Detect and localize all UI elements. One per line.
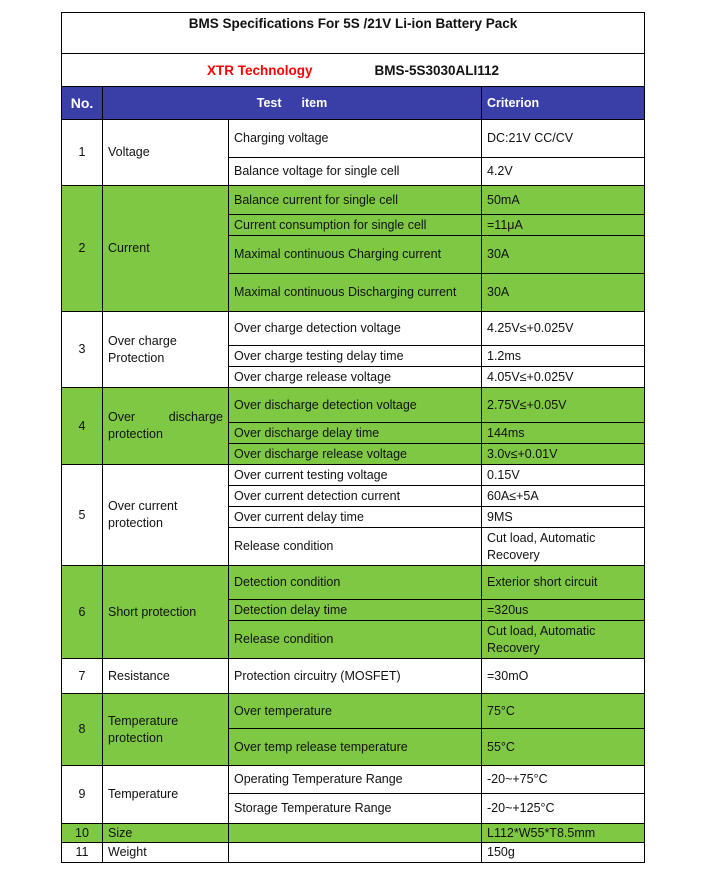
item-label: Balance voltage for single cell: [229, 158, 482, 186]
item-label: Over discharge release voltage: [229, 444, 482, 465]
item-value: 30A: [482, 236, 645, 274]
item-label: Operating Temperature Range: [229, 766, 482, 794]
item-value: 3.0v≤+0.01V: [482, 444, 645, 465]
table-row: [62, 465, 645, 486]
group-name: Temperature protection: [103, 694, 229, 766]
item-label: Maximal continuous Charging current: [229, 236, 482, 274]
item-label: Detection condition: [229, 566, 482, 600]
group-name: Over charge Protection: [103, 312, 229, 388]
group-name: Weight: [103, 843, 229, 863]
group-name: Temperature: [103, 766, 229, 824]
model-number: BMS-5S3030ALI112: [374, 62, 500, 78]
company-row: [62, 54, 645, 87]
item-value: 4.25V≤+0.025V: [482, 312, 645, 346]
item-value: Cut load, Automatic Recovery: [482, 528, 645, 566]
item-value: -20~+125°C: [482, 794, 645, 824]
item-value: 55°C: [482, 729, 645, 766]
table-row: [62, 824, 645, 843]
table-row: [62, 186, 645, 215]
header-test: Test: [256, 95, 282, 110]
item-label: Over current delay time: [229, 507, 482, 528]
table-row: [62, 388, 645, 423]
item-label: Over discharge detection voltage: [229, 388, 482, 423]
table-row: [62, 120, 645, 158]
header-test-item: [103, 87, 482, 120]
header-item: item: [301, 95, 328, 110]
group-name: Current: [103, 186, 229, 312]
item-label: Over current detection current: [229, 486, 482, 507]
item-label: Protection circuitry (MOSFET): [229, 659, 482, 694]
item-value: 4.2V: [482, 158, 645, 186]
item-value: 150g: [482, 843, 645, 863]
item-value: 9MS: [482, 507, 645, 528]
item-label: [229, 843, 482, 863]
item-value: -20~+75°C: [482, 766, 645, 794]
item-value: 50mA: [482, 186, 645, 215]
table-row: [62, 843, 645, 863]
group-name: Over discharge protection: [103, 388, 229, 465]
item-label: Charging voltage: [229, 120, 482, 158]
item-label: Over charge testing delay time: [229, 346, 482, 367]
row-number: 9: [62, 766, 103, 824]
row-number: 5: [62, 465, 103, 566]
item-label: Maximal continuous Discharging current: [229, 274, 482, 312]
table-row: [62, 659, 645, 694]
header-no: No.: [62, 87, 103, 120]
group-name: Size: [103, 824, 229, 843]
item-label: Over charge detection voltage: [229, 312, 482, 346]
group-name: Over current protection: [103, 465, 229, 566]
item-label: Over temperature: [229, 694, 482, 729]
item-value: 1.2ms: [482, 346, 645, 367]
table-row: [62, 566, 645, 600]
item-value: =30mO: [482, 659, 645, 694]
item-label: Over current testing voltage: [229, 465, 482, 486]
item-label: Over charge release voltage: [229, 367, 482, 388]
row-number: 11: [62, 843, 103, 863]
group-name: Short protection: [103, 566, 229, 659]
item-label: Over temp release temperature: [229, 729, 482, 766]
table-row: [62, 694, 645, 729]
row-number: 7: [62, 659, 103, 694]
item-value: =320us: [482, 600, 645, 621]
row-number: 8: [62, 694, 103, 766]
item-value: 60A≤+5A: [482, 486, 645, 507]
item-value: Cut load, Automatic Recovery: [482, 621, 645, 659]
item-value: 30A: [482, 274, 645, 312]
row-number: 10: [62, 824, 103, 843]
item-value: =11μA: [482, 215, 645, 236]
row-number: 6: [62, 566, 103, 659]
row-number: 3: [62, 312, 103, 388]
item-label: Release condition: [229, 528, 482, 566]
row-number: 1: [62, 120, 103, 186]
item-value: DC:21V CC/CV: [482, 120, 645, 158]
item-label: Current consumption for single cell: [229, 215, 482, 236]
table-row: [62, 766, 645, 794]
header-criterion: Criterion: [482, 87, 645, 120]
row-number: 2: [62, 186, 103, 312]
group-name: Resistance: [103, 659, 229, 694]
item-value: 4.05V≤+0.025V: [482, 367, 645, 388]
row-number: 4: [62, 388, 103, 465]
item-value: 0.15V: [482, 465, 645, 486]
item-label: Over discharge delay time: [229, 423, 482, 444]
item-label: Release condition: [229, 621, 482, 659]
header-row: [62, 87, 645, 120]
item-label: Storage Temperature Range: [229, 794, 482, 824]
company-name: XTR Technology: [206, 62, 313, 78]
document-title: BMS Specifications For 5S /21V Li-ion Battery Pack: [62, 13, 645, 54]
spec-table: [61, 12, 645, 863]
item-label: Detection delay time: [229, 600, 482, 621]
item-value: 75°C: [482, 694, 645, 729]
item-value: 2.75V≤+0.05V: [482, 388, 645, 423]
item-label: Balance current for single cell: [229, 186, 482, 215]
item-label: [229, 824, 482, 843]
table-row: [62, 312, 645, 346]
item-value: L112*W55*T8.5mm: [482, 824, 645, 843]
group-name: Voltage: [103, 120, 229, 186]
item-value: 144ms: [482, 423, 645, 444]
item-value: Exterior short circuit: [482, 566, 645, 600]
